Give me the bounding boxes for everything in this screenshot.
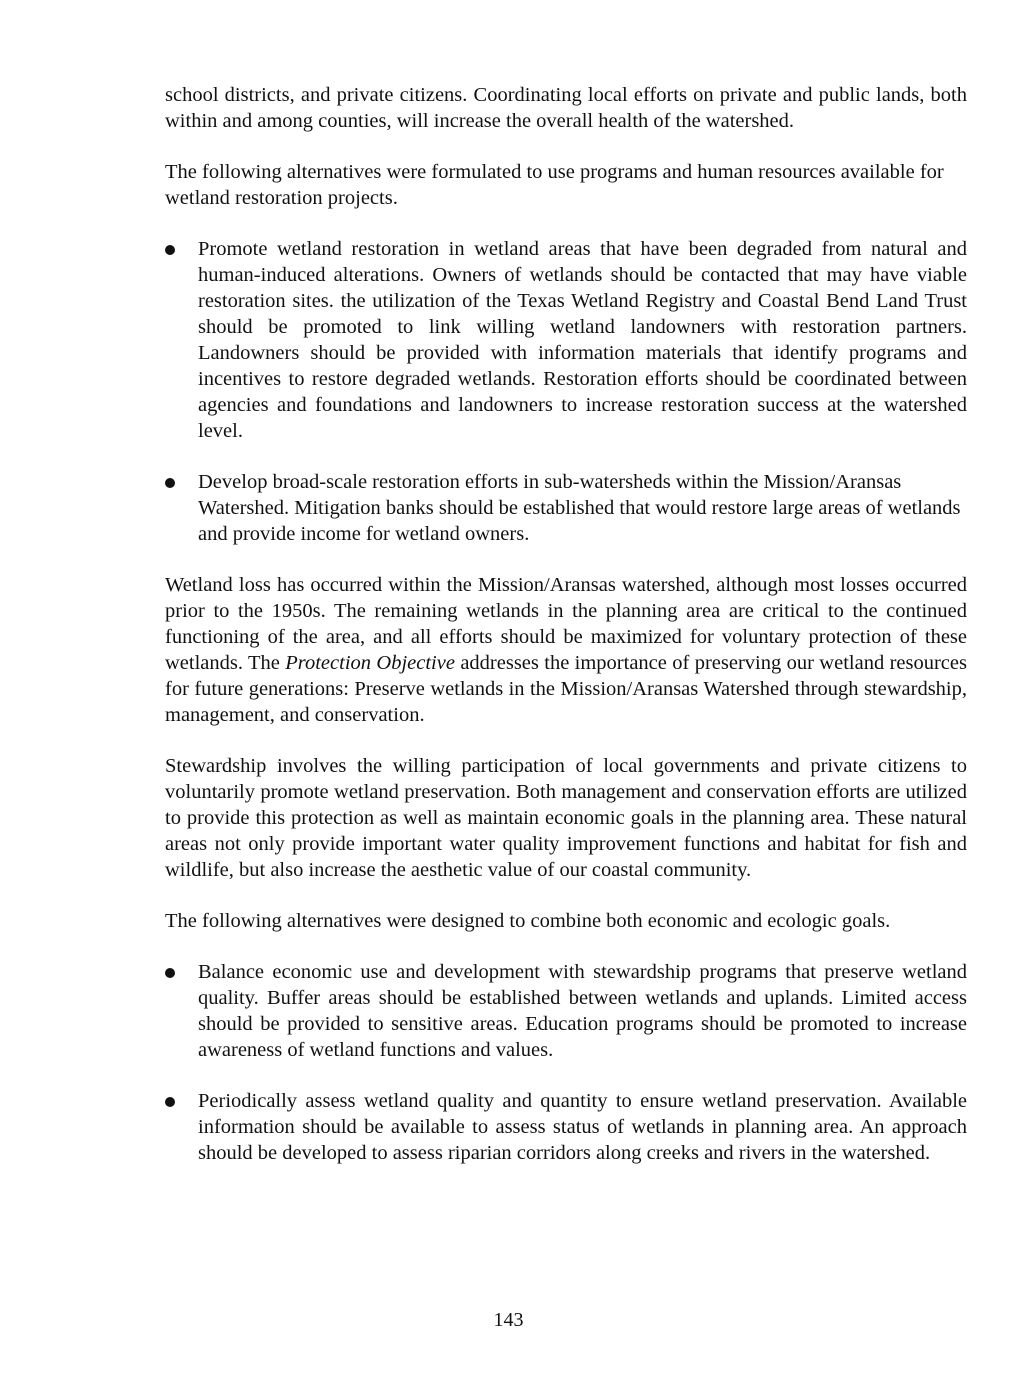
protection-objective-emphasis: Protection Objective bbox=[285, 652, 455, 674]
bullet-dot-icon bbox=[165, 245, 175, 255]
intro-paragraph: school districts, and private citizens. Coordinating local efforts on private and public lands, both within and among counties, will increase the overall health of the watershed. bbox=[165, 84, 967, 132]
bullet-broad-scale-restoration bbox=[165, 469, 967, 547]
restoration-alternatives-intro: The following alternatives were formulated to use programs and human resources available for wetland restoration projects. bbox=[165, 161, 944, 209]
bullet-text: Balance economic use and development with stewardship programs that preserve wetland quality. Buffer areas should be established between wetlands and uplands. Limited access should be provided to sensitive areas. Education programs should be promoted to increase awareness of wetland functions and values. bbox=[198, 961, 967, 1061]
bullet-promote-restoration bbox=[165, 236, 967, 444]
bullet-dot-icon bbox=[165, 968, 175, 978]
bullet-periodic-assessment bbox=[165, 1088, 967, 1166]
bullet-text: Periodically assess wetland quality and quantity to ensure wetland preservation. Available information should be available to assess status of wetlands in planning area. An approach should be developed to assess riparian corridors along creeks and rivers in the watershed. bbox=[198, 1090, 967, 1164]
bullet-balance-economic-use bbox=[165, 959, 967, 1063]
document-body bbox=[165, 82, 967, 1191]
stewardship-paragraph: Stewardship involves the willing participation of local governments and private citizens to voluntarily promote wetland preservation. Both management and conservation efforts are utilized to provide this protection as well as maintain economic goals in the planning area. These natural areas not only provide important water quality improvement functions and habitat for fish and wildlife, but also increase the aesthetic value of our coastal community. bbox=[165, 755, 967, 881]
protection-text-after: addresses the importance of preserving our wetland resources for future generations: Preserve wetlands in the Mission/Aransas Watershed through stewardship, management, and conservation. bbox=[165, 652, 967, 726]
protection-objective-paragraph bbox=[165, 572, 967, 728]
economic-ecologic-intro: The following alternatives were designed to combine both economic and ecologic goals. bbox=[165, 910, 891, 932]
page-number: 143 bbox=[493, 1309, 524, 1331]
bullet-text: Promote wetland restoration in wetland areas that have been degraded from natural and human-induced alterations. Owners of wetlands should be contacted that may have viable restoration sites. the utilization of the Texas Wetland Registry and Coastal Bend Land Trust should be promoted to link willing wetland landowners with restoration partners. Landowners should be provided with information materials that identify programs and incentives to restore degraded wetlands. Restoration efforts should be coordinated between agencies and foundations and landowners to increase restoration success at the watershed level. bbox=[198, 238, 967, 442]
bullet-text: Develop broad-scale restoration efforts in sub-watersheds within the Mission/Aransas Watershed. Mitigation banks should be established that would restore large areas of wetlands and provide income for wetland owners. bbox=[198, 471, 961, 545]
protection-text-before: Wetland loss has occurred within the Mission/Aransas watershed, although most losses occurred prior to the 1950s. The remaining wetlands in the planning area are critical to the continued functioning of the area, and all efforts should be maximized for voluntary protection of these wetlands. The bbox=[165, 574, 967, 674]
bullet-dot-icon bbox=[165, 478, 175, 488]
bullet-dot-icon bbox=[165, 1097, 175, 1107]
